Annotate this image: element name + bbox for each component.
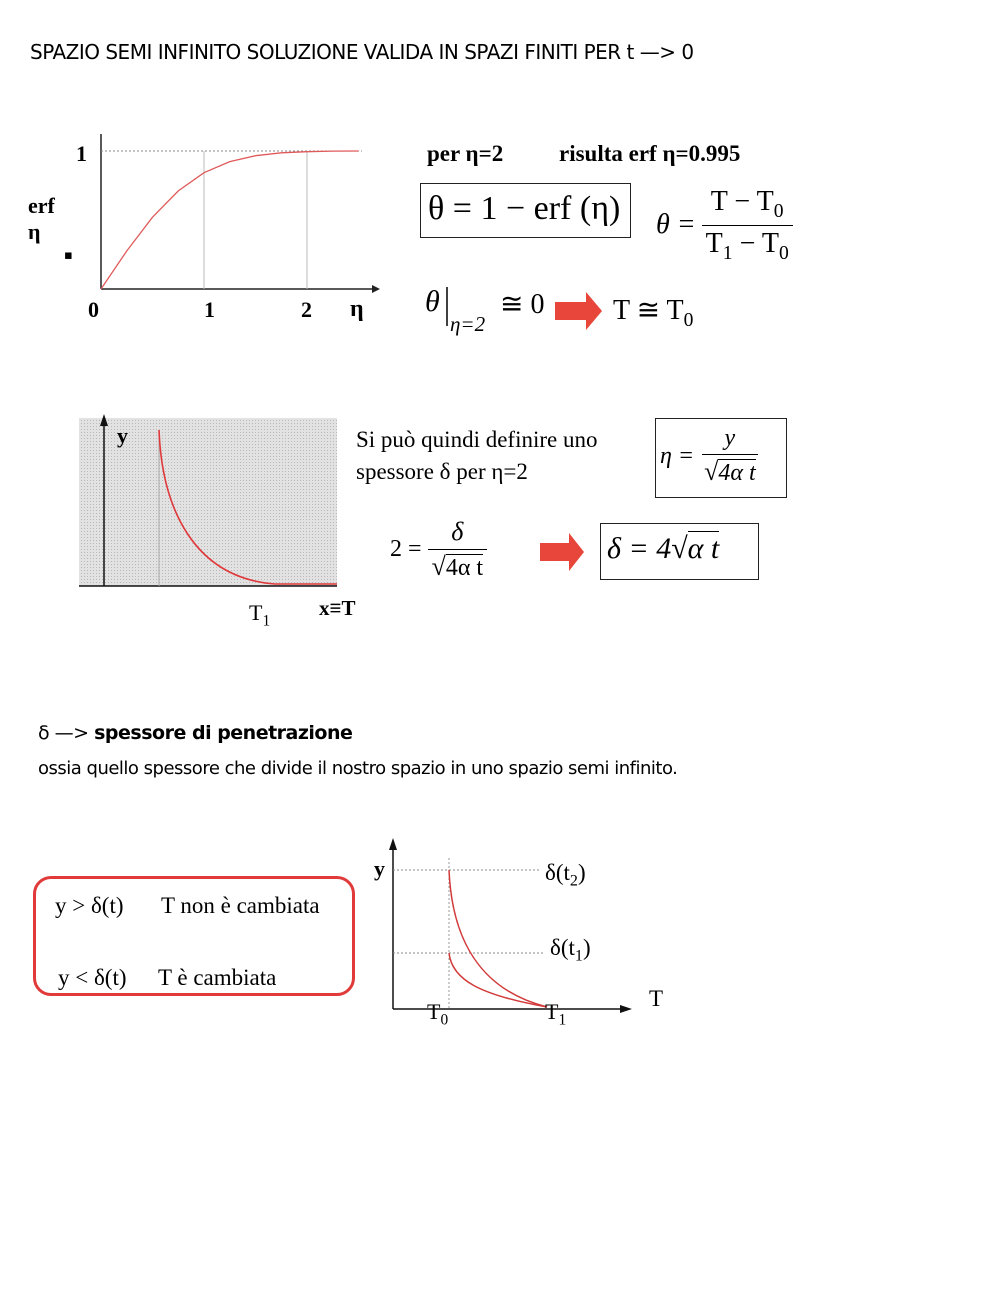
theta-num-sub: 0 [773, 200, 784, 222]
y-axis-label: erf η [28, 193, 55, 244]
theta-num-text: T − T [710, 186, 774, 217]
y-axis-label: y [374, 856, 385, 881]
two-den-text: 4α t [445, 555, 484, 581]
eta-num: y [724, 425, 736, 451]
y-axis-arrow [389, 838, 397, 850]
delta-explanation: ossia quello spessore che divide il nostro spazio in uno spazio semi infinito. [38, 758, 678, 779]
cond-theta: θ [425, 285, 440, 318]
two-lhs: 2 = [390, 536, 422, 562]
eta-lhs: η = [660, 442, 695, 469]
theta-den-b-sub: 0 [778, 242, 789, 264]
cond-row2-a: y < δ(t) [58, 965, 127, 990]
cond-rhs: ≅ 0 [500, 289, 545, 320]
curve-t2 [449, 870, 547, 1007]
t0-text: T [427, 999, 441, 1024]
eta-den-text: 4α t [718, 460, 756, 486]
sqrt-icon: √ [431, 552, 446, 581]
d1-text: δ(t [550, 935, 575, 960]
x-axis-label: T [649, 986, 664, 1011]
y-tick-1: 1 [76, 141, 87, 166]
y-axis-label: y [117, 423, 128, 448]
t1-text: T [249, 600, 263, 625]
t0-label [427, 999, 448, 1029]
define-text-1: Si può quindi definire uno [356, 427, 598, 452]
note-bold: spessore di penetrazione [94, 722, 353, 744]
d2-text: δ(t [545, 860, 570, 885]
x-axis-arrow [620, 1005, 632, 1013]
theta-den-a: T [705, 227, 723, 259]
two-num: δ [451, 517, 464, 546]
theta-lhs: θ = [656, 209, 696, 241]
curve-t1 [449, 953, 547, 1007]
cond-row1-a: y > δ(t) [55, 893, 124, 918]
cond-row1-b: T non è cambiata [161, 893, 320, 918]
theta-den-a-sub: 1 [722, 242, 733, 264]
x-axis-label: x≡T [319, 596, 356, 620]
x-axis-label: η [350, 296, 364, 322]
delta-t1-label [550, 935, 591, 966]
delta-t2-label [545, 860, 586, 891]
result-sub: 0 [683, 309, 694, 331]
t1-sub: 1 [558, 1011, 567, 1029]
d1-sub: 1 [574, 947, 583, 965]
cond-subscript: η=2 [450, 312, 486, 336]
d2-sub: 2 [569, 872, 578, 890]
note-prefix: δ —> [38, 722, 95, 744]
page-title: SPAZIO SEMI INFINITO SOLUZIONE VALIDA IN SPAZI FINITI PER t —> 0 [30, 40, 694, 64]
t1-sub: 1 [262, 612, 271, 630]
define-text-2: spessore δ per η=2 [356, 459, 528, 484]
sqrt-icon: √ [671, 532, 688, 565]
sqrt-icon: √ [704, 457, 719, 486]
cond-row2-b: T è cambiata [158, 965, 277, 990]
d1-close: ) [582, 935, 591, 960]
t0-sub: 0 [440, 1011, 449, 1029]
x-tick-1: 1 [204, 297, 215, 322]
delta-lhs: δ = 4 [607, 532, 672, 565]
theta-erf-formula: θ = 1 − erf (η) [428, 190, 621, 227]
x-tick-2: 2 [301, 297, 312, 322]
d2-close: ) [577, 860, 586, 885]
bullet-mark: ▪ [64, 248, 73, 263]
t1-label [545, 999, 566, 1029]
t1-text: T [545, 999, 559, 1024]
per-eta-text: per η=2 [427, 141, 504, 166]
delta-rad: α t [687, 532, 720, 565]
risulta-text: risulta erf η=0.995 [559, 141, 741, 166]
theta-den-b: − T [732, 227, 779, 259]
result-text: T ≅ T [613, 295, 684, 326]
x-tick-0: 0 [88, 297, 99, 322]
